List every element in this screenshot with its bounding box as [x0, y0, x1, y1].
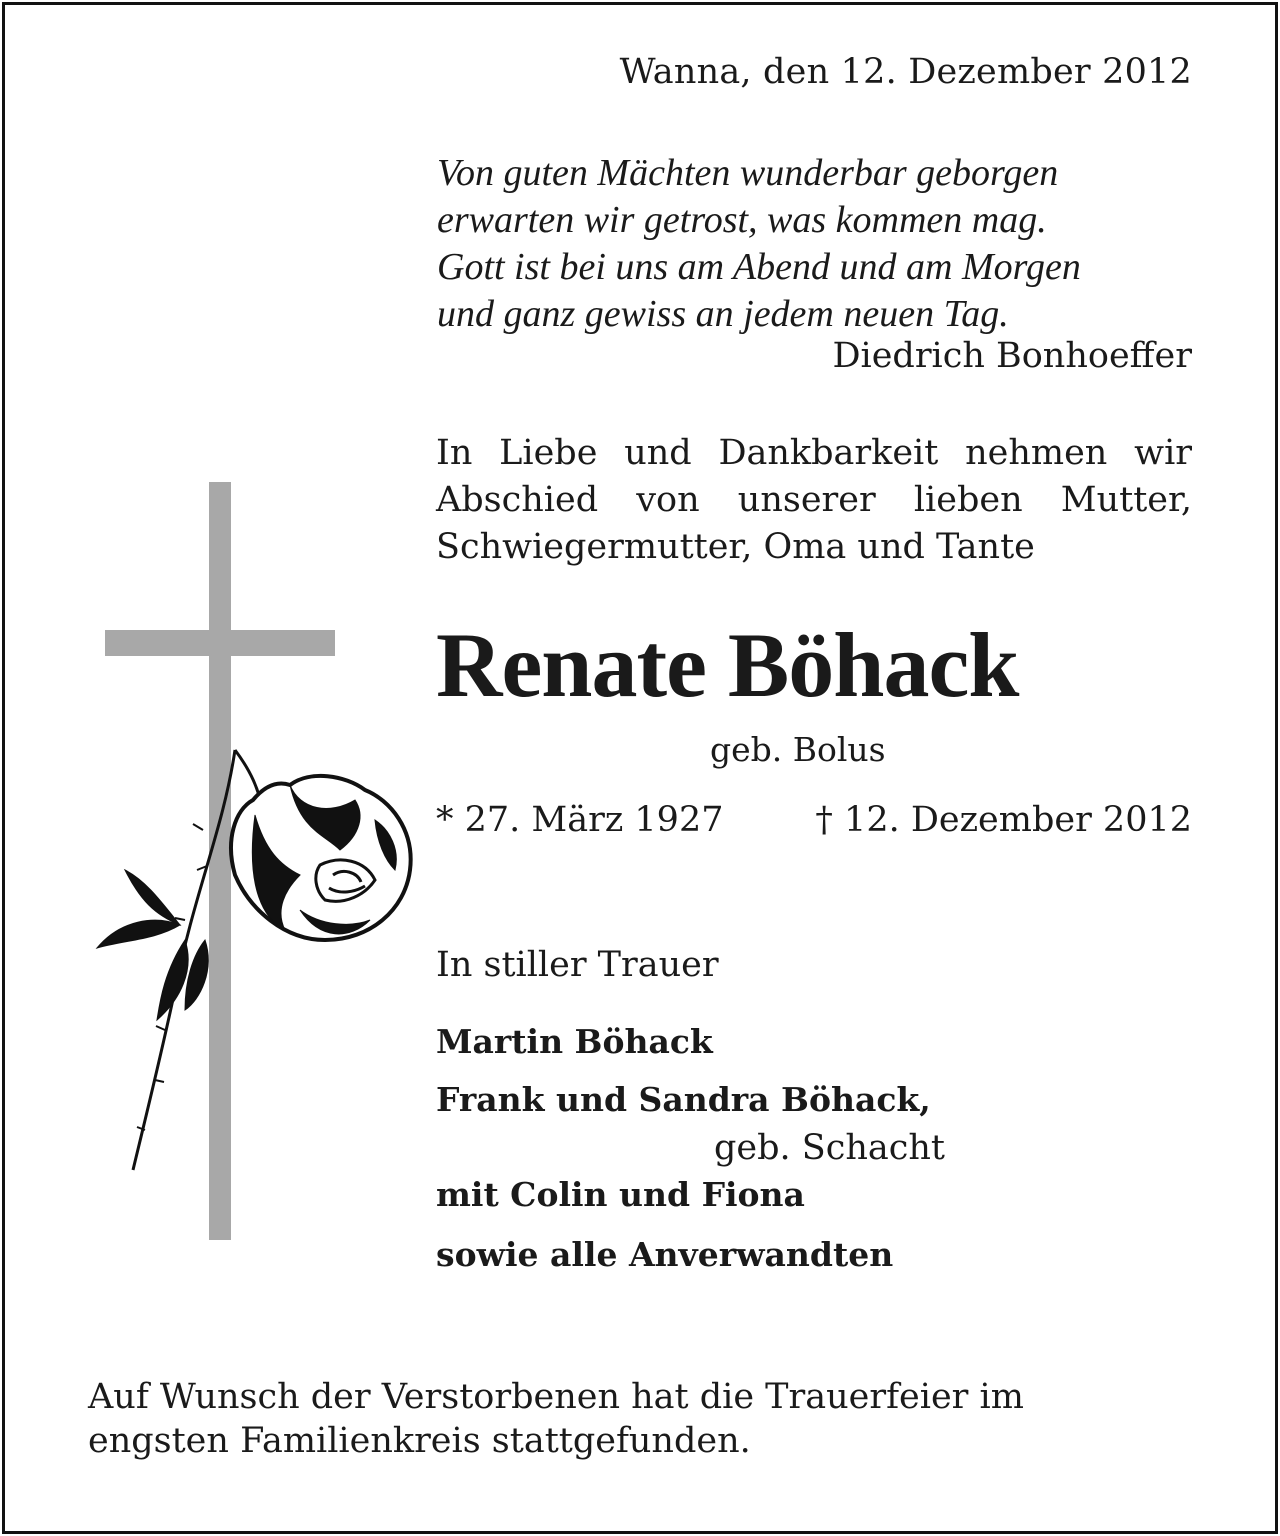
footer-line: engsten Familienkreis stattgefunden.: [88, 1421, 751, 1461]
intro-line: Abschied von unserer lieben Mutter,: [436, 480, 1192, 520]
death-date: † 12. Dezember 2012: [815, 800, 1192, 840]
deceased-name: Renate Böhack: [436, 614, 1019, 716]
mourner-maiden-name: geb. Schacht: [714, 1128, 945, 1168]
intro-line: Schwiegermutter, Oma und Tante: [436, 527, 1035, 567]
poem: [437, 150, 1197, 338]
poem-line: und ganz gewiss an jedem neuen Tag.: [437, 293, 1009, 335]
life-dates: [436, 800, 1192, 840]
mourner-name: Martin Böhack: [436, 1022, 713, 1061]
intro-text: [436, 430, 1192, 571]
rose-icon: [97, 750, 411, 1170]
mourner-name: sowie alle Anverwandten: [436, 1235, 894, 1274]
mourning-heading: In stiller Trauer: [436, 945, 719, 985]
footer-note: [88, 1375, 1198, 1463]
cross-rose-illustration: [85, 470, 425, 1270]
intro-line: In Liebe und Dankbarkeit nehmen wir: [436, 433, 1192, 473]
poem-line: erwarten wir getrost, was kommen mag.: [437, 199, 1047, 241]
poem-author: Diedrich Bonhoeffer: [832, 336, 1192, 376]
mourner-name: Frank und Sandra Böhack,: [436, 1080, 931, 1119]
place-date: Wanna, den 12. Dezember 2012: [619, 52, 1192, 92]
maiden-name: geb. Bolus: [710, 730, 886, 769]
birth-date: * 27. März 1927: [436, 800, 724, 840]
poem-line: Gott ist bei uns am Abend und am Morgen: [437, 246, 1081, 288]
poem-line: Von guten Mächten wunderbar geborgen: [437, 152, 1059, 194]
mourner-name: mit Colin und Fiona: [436, 1175, 805, 1214]
footer-line: Auf Wunsch der Verstorbenen hat die Trauerfeier im: [88, 1377, 1024, 1417]
